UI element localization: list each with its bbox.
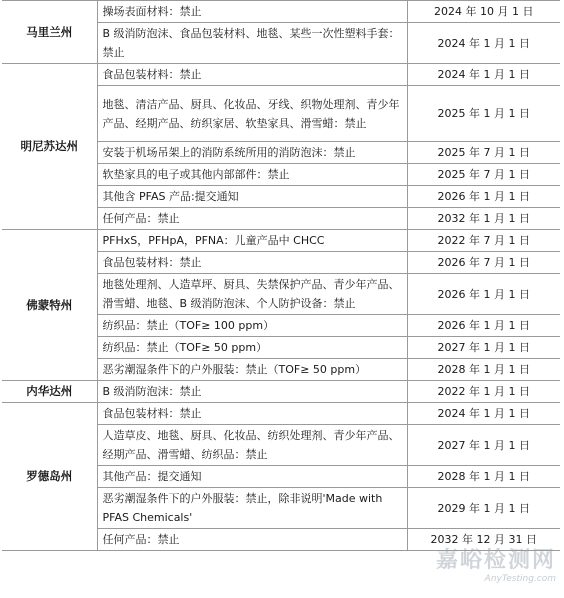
requirement-cell: 人造草皮、地毯、厨具、化妆品、纺织处理剂、青少年产品、经期产品、滑雪蜡、纺织品：禁止 [97,425,407,466]
state-name-cell: 马里兰州 [2,1,97,64]
watermark-logo-text: 嘉峪检测网 [435,548,556,573]
requirement-cell: 其他含 PFAS 产品:提交通知 [97,186,407,208]
effective-date-cell: 2025 年 7 月 1 日 [407,142,560,164]
effective-date-cell: 2025 年 7 月 1 日 [407,164,560,186]
effective-date-cell: 2032 年 1 月 1 日 [407,208,560,230]
requirement-cell: 安装于机场吊架上的消防系统所用的消防泡沫：禁止 [97,142,407,164]
table-row [2,1,560,23]
requirement-cell: B 级消防泡沫：禁止 [97,381,407,403]
requirement-cell: 任何产品：禁止 [97,529,407,551]
requirement-cell: B 级消防泡沫、食品包装材料、地毯、某些一次性塑料手套：禁止 [97,23,407,64]
requirement-cell: 软垫家具的电子或其他内部部件：禁止 [97,164,407,186]
effective-date-cell: 2024 年 1 月 1 日 [407,403,560,425]
state-name-cell: 内华达州 [2,381,97,403]
effective-date-cell: 2029 年 1 月 1 日 [407,488,560,529]
requirement-cell: 地毯、清洁产品、厨具、化妆品、牙线、织物处理剂、青少年产品、经期产品、纺织家居、软垫家具、滑雪蜡：禁止 [97,86,407,142]
state-name-cell: 佛蒙特州 [2,230,97,381]
requirement-cell: 纺织品：禁止（TOF≥ 50 ppm） [97,337,407,359]
requirement-cell: 食品包装材料：禁止 [97,403,407,425]
requirement-cell: 食品包装材料：禁止 [97,252,407,274]
effective-date-cell: 2026 年 1 月 1 日 [407,274,560,315]
requirement-cell: 地毯处理剂、人造草坪、厨具、失禁保护产品、青少年产品、滑雪蜡、地毯、B 级消防泡沫、个人防护设备：禁止 [97,274,407,315]
effective-date-cell: 2024 年 1 月 1 日 [407,23,560,64]
effective-date-cell: 2032 年 12 月 31 日 [407,529,560,551]
table-row [2,64,560,86]
state-name-cell: 罗德岛州 [2,403,97,551]
state-name-cell: 明尼苏达州 [2,64,97,230]
effective-date-cell: 2026 年 1 月 1 日 [407,186,560,208]
requirement-cell: 恶劣潮湿条件下的户外服装：禁止，除非说明'Made with PFAS Chemicals' [97,488,407,529]
effective-date-cell: 2022 年 1 月 1 日 [407,381,560,403]
effective-date-cell: 2027 年 1 月 1 日 [407,337,560,359]
effective-date-cell: 2025 年 1 月 1 日 [407,86,560,142]
requirement-cell: 恶劣潮湿条件下的户外服装：禁止（TOF≥ 50 ppm） [97,359,407,381]
requirement-cell: 操场表面材料：禁止 [97,1,407,23]
effective-date-cell: 2022 年 7 月 1 日 [407,230,560,252]
effective-date-cell: 2026 年 1 月 1 日 [407,315,560,337]
effective-date-cell: 2024 年 1 月 1 日 [407,64,560,86]
effective-date-cell: 2028 年 1 月 1 日 [407,359,560,381]
table-row [2,403,560,425]
table-row [2,230,560,252]
requirement-cell: 其他产品：提交通知 [97,466,407,488]
effective-date-cell: 2027 年 1 月 1 日 [407,425,560,466]
effective-date-cell: 2024 年 10 月 1 日 [407,1,560,23]
requirement-cell: 任何产品：禁止 [97,208,407,230]
requirement-cell: PFHxS，PFHpA，PFNA：儿童产品中 CHCC [97,230,407,252]
pfas-regulation-table [2,0,560,551]
watermark-url: AnyTesting.com [484,574,556,584]
effective-date-cell: 2026 年 7 月 1 日 [407,252,560,274]
effective-date-cell: 2028 年 1 月 1 日 [407,466,560,488]
table-row [2,381,560,403]
requirement-cell: 食品包装材料：禁止 [97,64,407,86]
requirement-cell: 纺织品：禁止（TOF≥ 100 ppm） [97,315,407,337]
